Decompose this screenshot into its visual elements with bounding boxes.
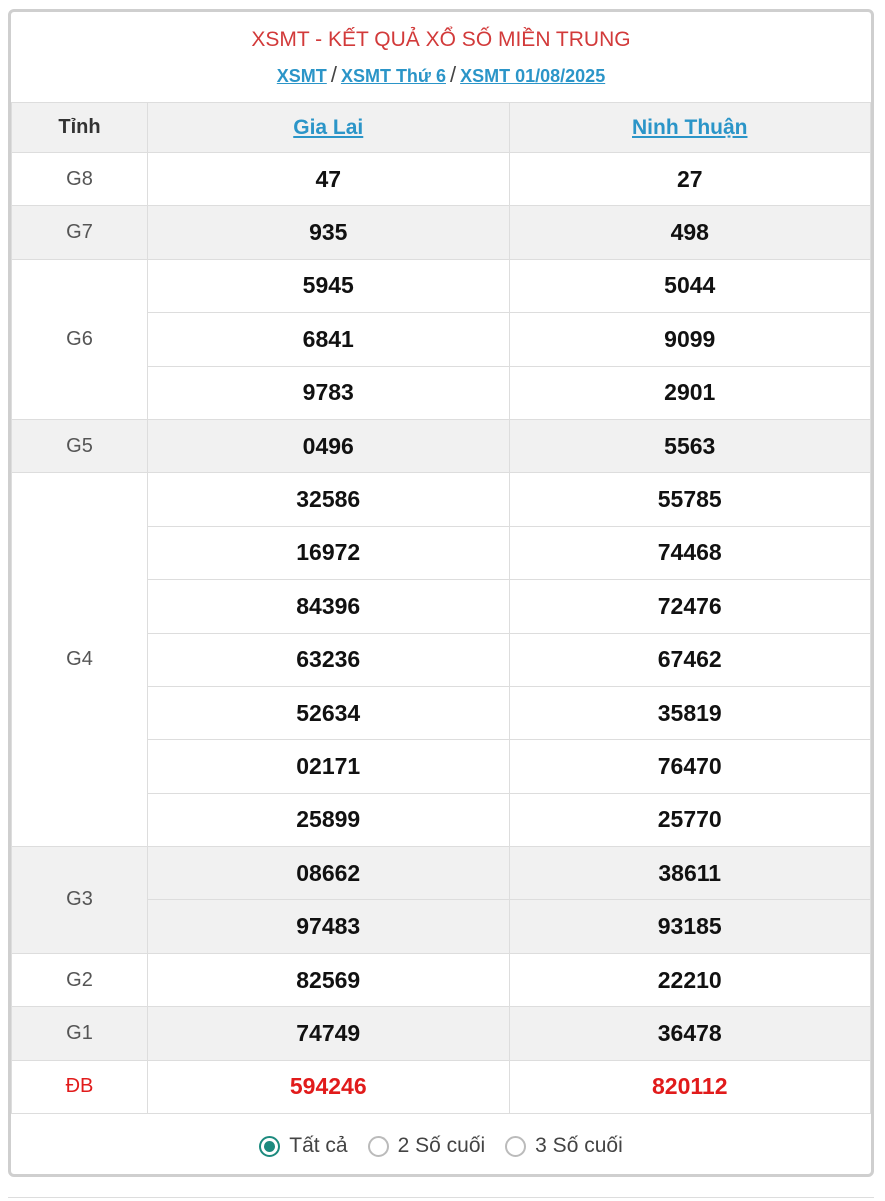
prize-number: 498: [509, 206, 871, 259]
prize-number: 63236: [148, 633, 510, 686]
prize-number: 76470: [509, 740, 871, 793]
breadcrumb-link-xsmt-thu-6[interactable]: XSMT Thứ 6: [340, 66, 446, 86]
prize-number: 82569: [148, 953, 510, 1006]
table-row: [12, 206, 871, 259]
prize-label: G5: [12, 419, 148, 472]
prize-number: 9099: [509, 313, 871, 366]
prize-label: ĐB: [12, 1060, 148, 1113]
prize-number: 22210: [509, 953, 871, 1006]
results-card: [8, 9, 874, 1177]
filter-option-label: Tất cả: [289, 1134, 348, 1158]
results-body: [12, 153, 871, 1114]
prize-number: 93185: [509, 900, 871, 953]
prize-number: 6841: [148, 313, 510, 366]
breadcrumb-link-xsmt-date[interactable]: XSMT 01/08/2025: [460, 66, 606, 86]
table-row: [12, 153, 871, 206]
table-row: [12, 473, 871, 526]
table-row: [12, 419, 871, 472]
page-title: XSMT - KẾT QUẢ XỔ SỐ MIỀN TRUNG: [251, 28, 631, 51]
prize-number: 02171: [148, 740, 510, 793]
prize-number: 84396: [148, 580, 510, 633]
breadcrumb: [11, 63, 871, 88]
special-prize-number: 820112: [509, 1060, 871, 1113]
prize-number: 67462: [509, 633, 871, 686]
next-section-edge: [8, 1197, 874, 1201]
radio-icon[interactable]: [368, 1136, 389, 1157]
breadcrumb-separator: /: [449, 62, 457, 87]
column-header-province: Tỉnh: [12, 103, 148, 153]
prize-label: G1: [12, 1007, 148, 1060]
prize-number: 0496: [148, 419, 510, 472]
prize-number: 72476: [509, 580, 871, 633]
table-row: [12, 953, 871, 1006]
prize-number: 25899: [148, 793, 510, 846]
prize-number: 74749: [148, 1007, 510, 1060]
table-row: [12, 847, 871, 900]
prize-label: G6: [12, 259, 148, 419]
prize-number: 5563: [509, 419, 871, 472]
prize-number: 9783: [148, 366, 510, 419]
prize-number: 55785: [509, 473, 871, 526]
filter-option-label: 3 Số cuối: [535, 1134, 623, 1158]
prize-label: G8: [12, 153, 148, 206]
column-header-gia-lai: [148, 103, 510, 153]
prize-number: 5945: [148, 259, 510, 312]
prize-label: G3: [12, 847, 148, 954]
digit-filter: [11, 1114, 871, 1177]
special-prize-number: 594246: [148, 1060, 510, 1113]
prize-number: 97483: [148, 900, 510, 953]
breadcrumb-separator: /: [330, 62, 337, 87]
column-header-ninh-thuan: [509, 103, 871, 153]
prize-number: 16972: [148, 526, 510, 579]
radio-icon[interactable]: [259, 1136, 280, 1157]
filter-option-last-2[interactable]: [368, 1134, 486, 1158]
prize-label: G4: [12, 473, 148, 847]
prize-number: 36478: [509, 1007, 871, 1060]
radio-icon[interactable]: [505, 1136, 526, 1157]
filter-option-last-3[interactable]: [505, 1134, 623, 1158]
filter-option-all[interactable]: [259, 1134, 347, 1158]
results-table: [11, 102, 871, 1114]
prize-number: 08662: [148, 847, 510, 900]
prize-number: 38611: [509, 847, 871, 900]
prize-number: 35819: [509, 686, 871, 739]
prize-number: 47: [148, 153, 510, 206]
province-link-ninh-thuan[interactable]: Ninh Thuận: [632, 115, 748, 139]
prize-number: 52634: [148, 686, 510, 739]
prize-label: G2: [12, 953, 148, 1006]
prize-label: G7: [12, 206, 148, 259]
breadcrumb-link-xsmt[interactable]: XSMT: [276, 66, 327, 86]
prize-number: 32586: [148, 473, 510, 526]
prize-number: 935: [148, 206, 510, 259]
prize-number: 25770: [509, 793, 871, 846]
filter-option-label: 2 Số cuối: [397, 1134, 486, 1158]
prize-number: 5044: [509, 259, 871, 312]
prize-number: 2901: [509, 366, 871, 419]
province-link-gia-lai[interactable]: Gia Lai: [293, 115, 364, 139]
prize-number: 74468: [509, 526, 871, 579]
table-header-row: [12, 103, 871, 153]
table-row: [12, 1060, 871, 1113]
prize-number: 27: [509, 153, 871, 206]
results-header: [11, 12, 871, 102]
table-row: [12, 259, 871, 312]
table-row: [12, 1007, 871, 1060]
